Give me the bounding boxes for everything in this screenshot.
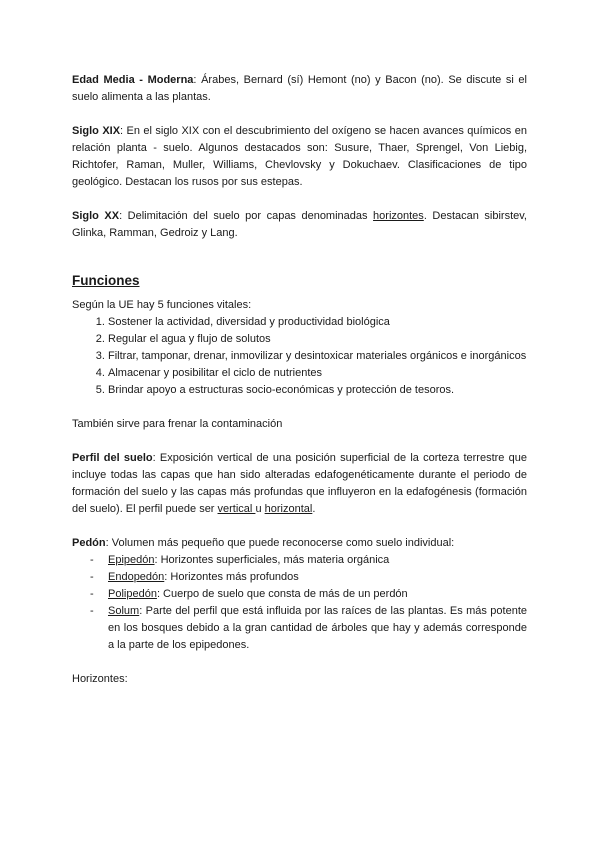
dash-bullet: - [90, 554, 94, 566]
underlined-horizontal: horizontal [264, 503, 313, 515]
pedon-item-term: Polipedón [108, 588, 157, 600]
funciones-item: 3. Filtrar, tamponar, drenar, inmovilizar y desintoxicar materiales orgánicos e inorgánicos [108, 348, 527, 365]
funciones-item: 4. Almacenar y posibilitar el ciclo de nutrientes [108, 365, 527, 382]
funciones-item: 1. Sostener la actividad, diversidad y productividad biológica [108, 314, 527, 331]
term-pedon: Pedón [72, 537, 106, 549]
text-perfil-joiner: u [255, 503, 265, 515]
pedon-item [72, 569, 527, 586]
text-perfil-end: . [312, 503, 316, 515]
pedon-item-text: : Parte del perfil que está influida por las raíces de las plantas. Es más potente en los bosques debido a la gran cantidad de árboles que hay y además corresponde a la parte de los epipedones. [108, 605, 527, 651]
pedon-item-text: : Horizontes más profundos [164, 571, 299, 583]
term-siglo-xix: Siglo XIX [72, 125, 121, 137]
pedon-item [72, 603, 527, 654]
text-pedon: : Volumen más pequeño que puede reconocerse como suelo individual: [105, 537, 455, 549]
underlined-horizontes: horizontes [373, 210, 424, 222]
text-edad-media: : Árabes, Bernard (sí) Hemont (no) y Bacon (no). Se discute si el suelo alimenta a las plantas. [72, 74, 527, 103]
paragraph-siglo-xix [72, 123, 527, 191]
pedon-item-term: Endopedón [108, 571, 165, 583]
dash-bullet: - [90, 588, 94, 600]
funciones-intro: Según la UE hay 5 funciones vitales: [72, 299, 252, 311]
horizontes-label: Horizontes: [72, 673, 128, 685]
text-perfil: : Exposición vertical de una posición superficial de la corteza terrestre que incluye todas las capas que han sido alteradas edafogenéticamente durante el periodo de formación del suelo y las capas más profundas que influyeron en la edafogénesis (formación del suelo). El perfil puede ser [72, 452, 528, 515]
pedon-item-text: : Cuerpo de suelo que consta de más de un perdón [156, 588, 408, 600]
document-page [72, 72, 527, 688]
funciones-list [72, 314, 527, 399]
dash-bullet: - [90, 605, 94, 617]
dash-bullet: - [90, 571, 94, 583]
term-edad-media: Edad Media - Moderna [72, 74, 194, 86]
text-siglo-xx-before: : Delimitación del suelo por capas denominadas [119, 210, 374, 222]
term-siglo-xx: Siglo XX [72, 210, 120, 222]
pedon-item [72, 552, 527, 569]
funciones-item: 5. Brindar apoyo a estructuras socio-económicas y protección de tesoros. [108, 382, 527, 399]
paragraph-pedon [72, 535, 527, 552]
paragraph-perfil [72, 450, 527, 518]
section-heading-funciones: Funciones [72, 273, 140, 288]
pedon-item-term: Epipedón [108, 554, 155, 566]
pedon-list [72, 552, 527, 654]
term-perfil: Perfil del suelo [72, 452, 153, 464]
pedon-item-term: Solum [108, 605, 140, 617]
text-siglo-xix: : En el siglo XIX con el descubrimiento del oxígeno se hacen avances químicos en relación planta - suelo. Algunos destacados son: Susure, Thaer, Sprengel, Von Liebig, Richtofer, Raman, Muller, Williams, Chevlovsky y Dokuchaev. Clasificaciones de tipo geológico. Destacan los rusos por sus estepas. [72, 125, 527, 188]
text-siglo-xx-after: . Destacan sibirstev, Glinka, Ramman, Gedroiz y Lang. [72, 210, 527, 239]
funciones-item: 2. Regular el agua y flujo de solutos [108, 331, 527, 348]
paragraph-edad-media [72, 72, 527, 106]
underlined-vertical: vertical [217, 503, 256, 515]
pedon-item [72, 586, 527, 603]
paragraph-siglo-xx [72, 208, 527, 242]
pedon-item-text: : Horizontes superficiales, más materia orgánica [154, 554, 390, 566]
funciones-note: También sirve para frenar la contaminación [72, 418, 283, 430]
